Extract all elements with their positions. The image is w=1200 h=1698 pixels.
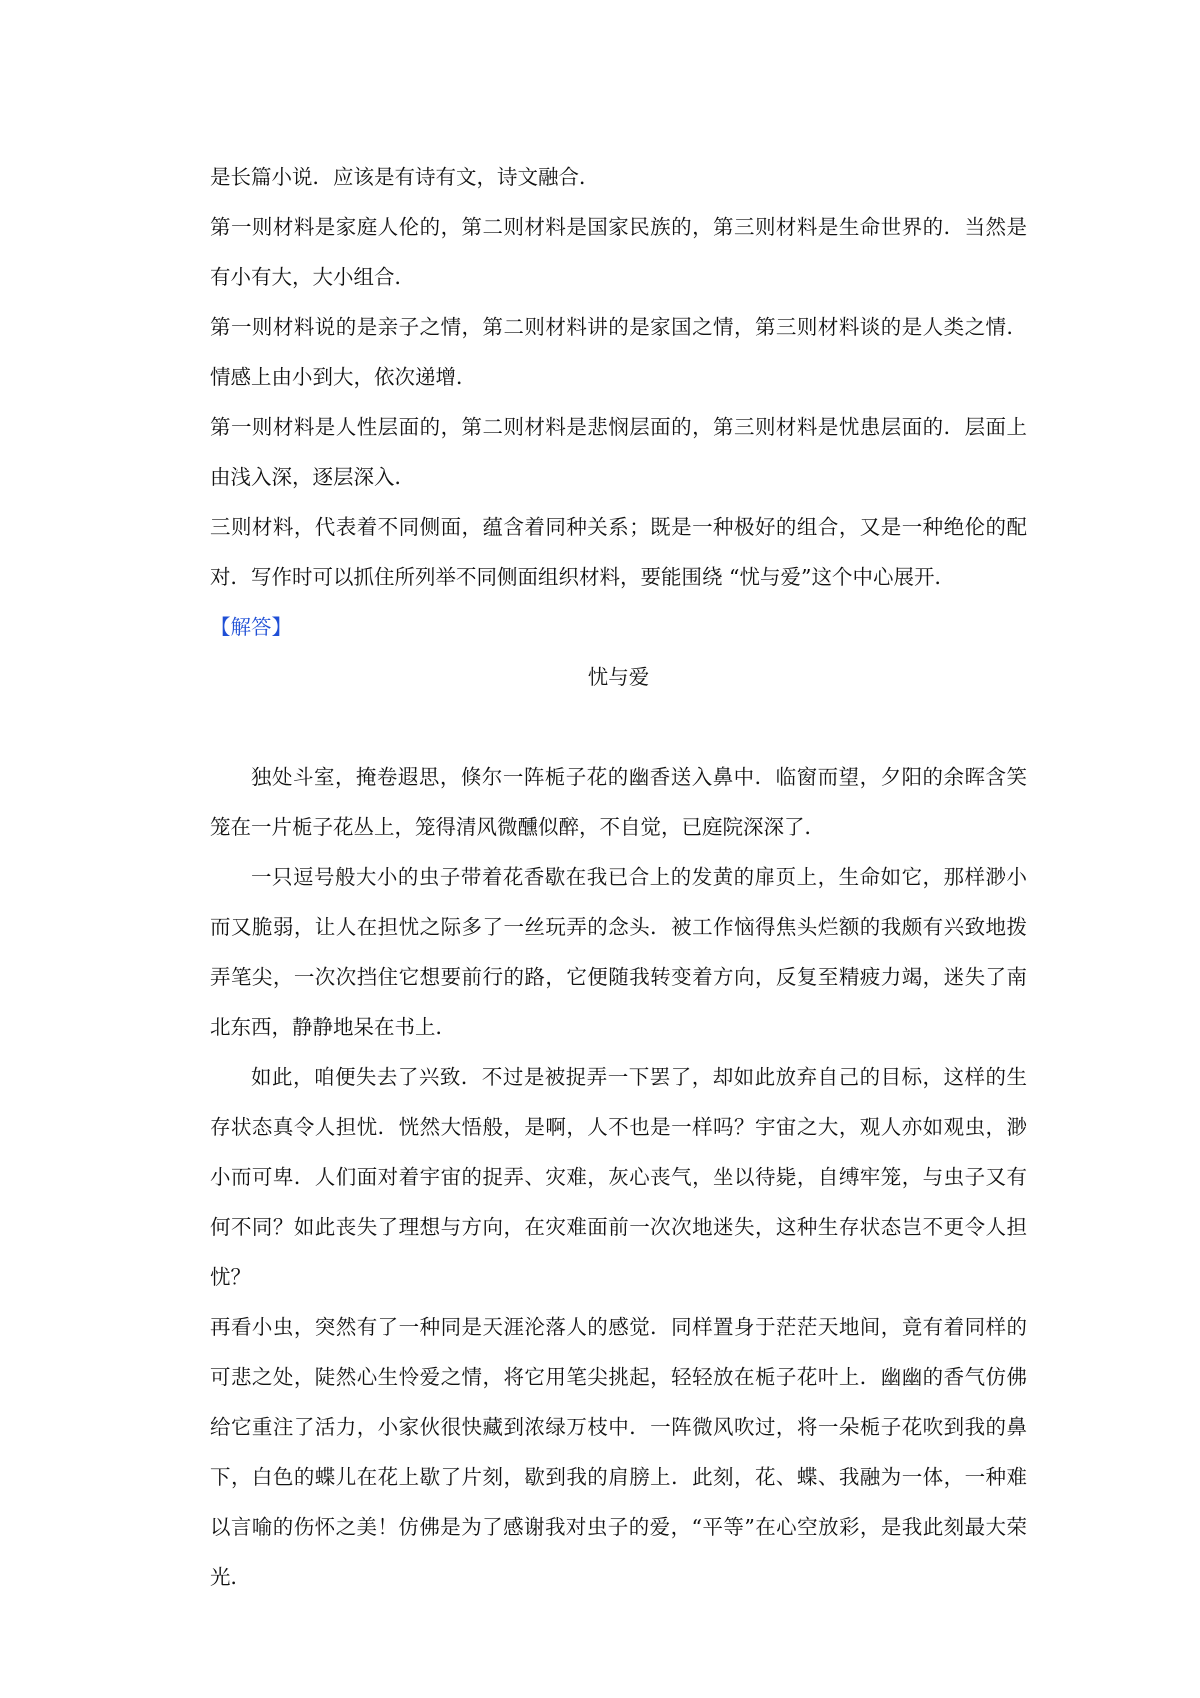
intro-paragraph-4: 第一则材料是人性层面的，第二则材料是悲悯层面的，第三则材料是忧患层面的．层面上由浅入深，逐层深入． <box>210 415 1027 489</box>
answer-label: 【解答】 <box>210 615 292 639</box>
title-spacing <box>210 702 1027 752</box>
document-content <box>210 152 1027 1602</box>
essay-paragraph-4: 再看小虫，突然有了一种同是天涯沦落人的感觉．同样置身于茫茫天地间，竟有着同样的可悲之处，陡然心生怜爱之情，将它用笔尖挑起，轻轻放在栀子花叶上．幽幽的香气仿佛给它重注了活力，小家伙很快藏到浓绿万枝中．一阵微风吹过，将一朵栀子花吹到我的鼻下，白色的蝶儿在花上歇了片刻，歇到我的肩膀上．此刻，花、蝶、我融为一体，一种难以言喻的伤怀之美！仿佛是为了感谢我对虫子的爱，“平等”在心空放彩，是我此刻最大荣光． <box>210 1315 1027 1589</box>
intro-paragraph-5: 三则材料，代表着不同侧面，蕴含着同种关系；既是一种极好的组合，又是一种绝伦的配对．写作时可以抓住所列举不同侧面组织材料，要能围绕 “忧与爱”这个中心展开． <box>210 515 1027 589</box>
essay-paragraph-3: 如此，咱便失去了兴致．不过是被捉弄一下罢了，却如此放弃自己的目标，这样的生存状态真令人担忧．恍然大悟般，是啊，人不也是一样吗？宇宙之大，观人亦如观虫，渺小而可卑．人们面对着宇宙的捉弄、灾难，灰心丧气，坐以待毙，自缚牢笼，与虫子又有何不同？如此丧失了理想与方向，在灾难面前一次次地迷失，这种生存状态岂不更令人担忧？ <box>210 1065 1027 1289</box>
essay-paragraph-2: 一只逗号般大小的虫子带着花香歇在我已合上的发黄的扉页上，生命如它，那样渺小而又脆弱，让人在担忧之际多了一丝玩弄的念头．被工作恼得焦头烂额的我颇有兴致地拨弄笔尖，一次次挡住它想要前行的路，它便随我转变着方向，反复至精疲力竭，迷失了南北东西，静静地呆在书上． <box>210 865 1027 1039</box>
essay-paragraph-1: 独处斗室，掩卷遐思，倏尔一阵栀子花的幽香送入鼻中．临窗而望，夕阳的余晖含笑笼在一片栀子花丛上，笼得清风微醺似醉，不自觉，已庭院深深了． <box>210 765 1027 839</box>
intro-paragraph-2: 第一则材料是家庭人伦的，第二则材料是国家民族的，第三则材料是生命世界的．当然是有小有大，大小组合． <box>210 215 1027 289</box>
essay-title: 忧与爱 <box>587 665 650 689</box>
intro-paragraph-3: 第一则材料说的是亲子之情，第二则材料讲的是家国之情，第三则材料谈的是人类之情．情感上由小到大，依次递增． <box>210 315 1027 389</box>
intro-paragraph-1: 是长篇小说．应该是有诗有文，诗文融合． <box>210 165 600 189</box>
